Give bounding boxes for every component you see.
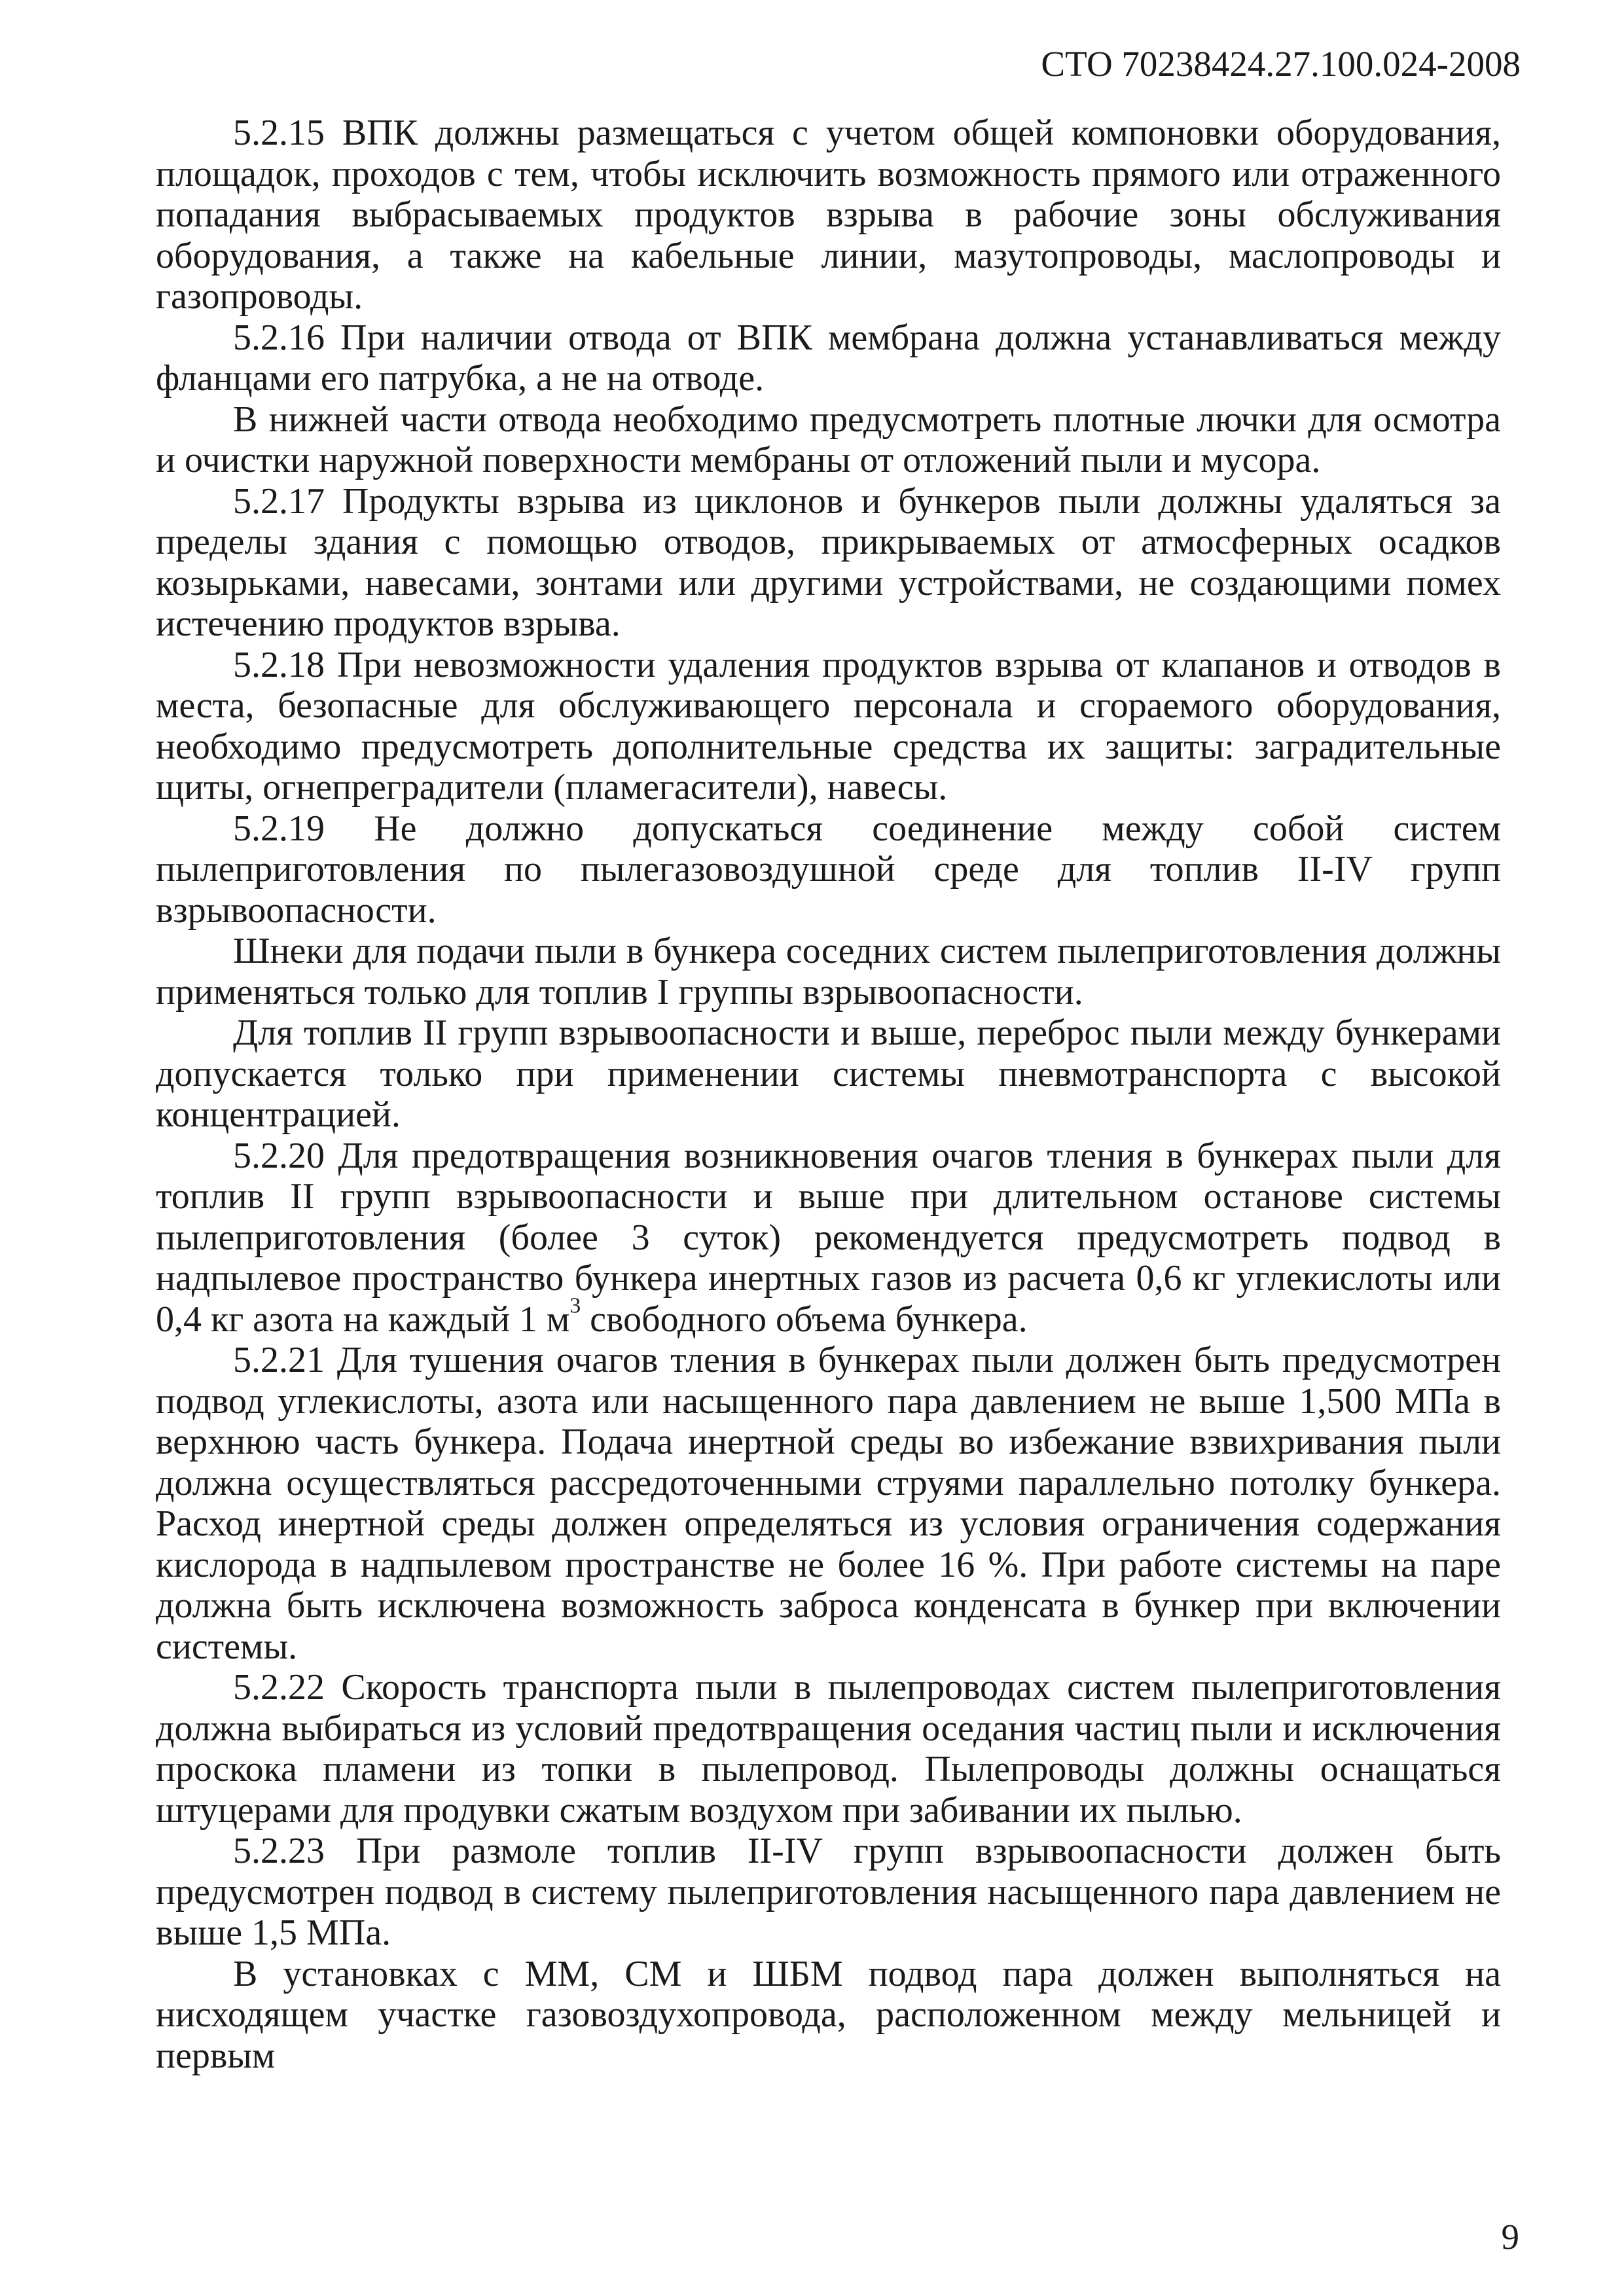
paragraph-5-2-23: 5.2.23 При размоле топлив II-IV групп взрывоопасности должен быть предусмотрен подвод в систему пылеприготовления насыщенного пара давлением не выше 1,5 МПа. (156, 1831, 1501, 1953)
document-body (156, 113, 1501, 2076)
paragraph-hatches: В нижней части отвода необходимо предусмотреть плотные лючки для осмотра и очистки наружной поверхности мембраны от отложений пыли и мусора. (156, 399, 1501, 480)
paragraph-5-2-22: 5.2.22 Скорость транспорта пыли в пылепроводах систем пылеприготовления должна выбираться из условий предотвращения оседания частиц пыли и исключения проскока пламени из топки в пылепровод. Пылепроводы должны оснащаться штуцерами для продувки сжатым воздухом при забивании их пылью. (156, 1667, 1501, 1831)
document-code: СТО 70238424.27.100.024-2008 (1041, 44, 1521, 84)
paragraph-5-2-19: 5.2.19 Не должно допускаться соединение между собой систем пылеприготовления по пылегазовоздушной среде для топлив II-IV групп взрывоопасности. (156, 808, 1501, 931)
paragraph-5-2-17: 5.2.17 Продукты взрыва из циклонов и бункеров пыли должны удаляться за пределы здания с помощью отводов, прикрываемых от атмосферных осадков козырьками, навесами, зонтами или другими устройствами, не создающими помех истечению продуктов взрыва. (156, 480, 1501, 644)
superscript-cubic: 3 (569, 1293, 581, 1318)
paragraph-5-2-20-tail: свободного объема бункера. (581, 1299, 1028, 1340)
paragraph-5-2-21: 5.2.21 Для тушения очагов тления в бункерах пыли должен быть предусмотрен подвод углекислоты, азота или насыщенного пара давлением не выше 1,500 МПа в верхнюю часть бункера. Подача инертной среды во избежание взвихривания пыли должна осуществляться рассредоточенными струями параллельно потолку бункера. Расход инертной среды должен определяться из условия ограничения содержания кислорода в надпылевом пространстве не более 16 %. При работе системы на паре должна быть исключена возможность заброса конденсата в бункер при включении системы. (156, 1340, 1501, 1667)
paragraph-dust-transfer: Для топлив II групп взрывоопасности и выше, переброс пыли между бункерами допускается только при применении системы пневмотранспорта с высокой концентрацией. (156, 1013, 1501, 1135)
paragraph-steam-supply: В установках с ММ, СМ и ШБМ подвод пара должен выполняться на нисходящем участке газовоздухопровода, расположенном между мельницей и первым (156, 1953, 1501, 2076)
paragraph-5-2-18: 5.2.18 При невозможности удаления продуктов взрыва от клапанов и отводов в места, безопасные для обслуживающего персонала и сгораемого оборудования, необходимо предусмотреть дополнительные средства их защиты: заградительные щиты, огнепреградители (пламегасители), навесы. (156, 644, 1501, 808)
paragraph-5-2-16: 5.2.16 При наличии отвода от ВПК мембрана должна устанавливаться между фланцами его патрубка, а не на отводе. (156, 317, 1501, 399)
paragraph-augers: Шнеки для подачи пыли в бункера соседних систем пылеприготовления должны применяться только для топлив I группы взрывоопасности. (156, 931, 1501, 1013)
paragraph-5-2-20-text: 5.2.20 Для предотвращения возникновения очагов тления в бункерах пыли для топлив II групп взрывоопасности и выше при длительном останове системы пылеприготовления (более 3 суток) рекомендуется предусмотреть подвод в надпылевое пространство бункера инертных газов из расчета 0,6 кг углекислоты или 0,4 кг азота на каждый 1 м (156, 1135, 1501, 1340)
paragraph-5-2-20 (156, 1136, 1501, 1340)
page-number: 9 (1501, 2217, 1519, 2257)
paragraph-5-2-15: 5.2.15 ВПК должны размещаться с учетом общей компоновки оборудования, площадок, проходов с тем, чтобы исключить возможность прямого или отраженного попадания выбрасываемых продуктов взрыва в рабочие зоны обслуживания оборудования, а также на кабельные линии, мазутопроводы, маслопроводы и газопроводы. (156, 113, 1501, 317)
